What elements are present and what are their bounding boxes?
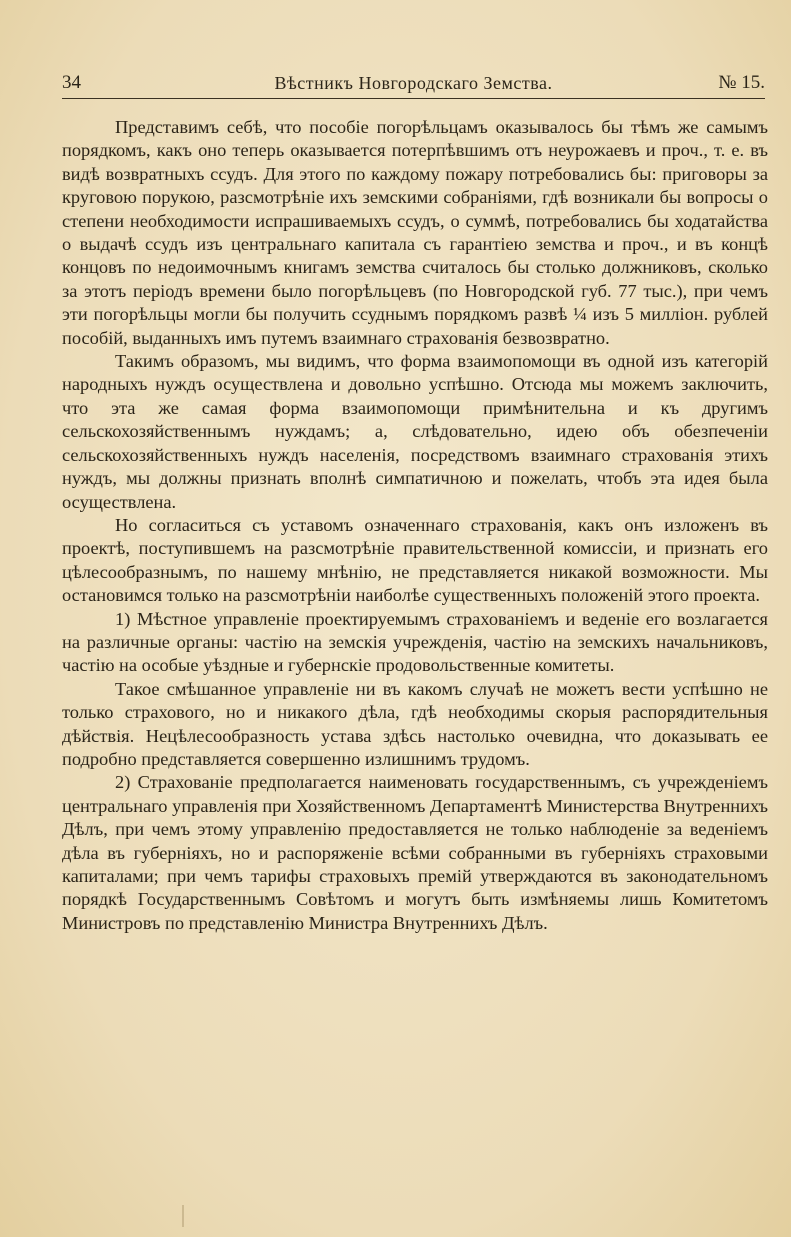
paragraph-6: 2) Страхованіе предполагается наименовать государственнымъ, съ учрежденіемъ центральнаго управленія при Хозяйственномъ Департаментѣ Министерства Внутреннихъ Дѣлъ, при чемъ этому управленію предоставляется не только наблюденіе за веденіемъ дѣла въ губерніяхъ, но и распоряженіе всѣми собранными въ губерніяхъ страховыми капиталами; при чемъ тарифы страховыхъ премій утверждаются въ законодательномъ порядкѣ Государственнымъ Совѣтомъ и могутъ быть измѣняемы лишь Комитетомъ Министровъ по представленію Министра Внутреннихъ Дѣлъ. — [62, 772, 768, 933]
issue-number: № 15. — [718, 72, 765, 93]
journal-title: Вѣстникъ Новгородскаго Земства. — [274, 73, 553, 93]
header-divider — [62, 98, 765, 99]
page-header — [62, 68, 765, 98]
paragraph-3: Но согласиться съ уставомъ означеннаго страхованія, какъ онъ изложенъ въ проектѣ, поступившемъ на разсмотрѣніе правительственной комиссіи, и признать его цѣлесообразнымъ, по нашему мнѣнію, не представляется никакой возможности. Мы остановимся только на разсмотрѣніи наиболѣе существенныхъ положеній этого проекта. — [62, 514, 768, 606]
paragraph-5: Такое смѣшанное управленіе ни въ какомъ случаѣ не можетъ вести успѣшно не только страхового, но и никакого дѣла, гдѣ необходимы скорыя распорядительныя дѣйствія. Нецѣлесообразность устава здѣсь настолько очевидна, что доказывать ее подробно представляется совершенно излишнимъ трудомъ. — [62, 678, 768, 769]
article-body — [62, 116, 768, 935]
paragraph-2: Такимъ образомъ, мы видимъ, что форма взаимопомощи въ одной изъ категорій народныхъ нуждъ осуществлена и довольно успѣшно. Отсюда мы можемъ заключить, что эта же самая форма взаимопомощи примѣнительна и къ другимъ сельскохозяйственнымъ нуждамъ; а, слѣдовательно, идею объ обезпеченіи сельскохозяйственныхъ нуждъ населенія, посредствомъ взаимнаго страхованія этихъ нуждъ, мы должны признать вполнѣ симпатичною и пожелать, чтобъ эта идея была осуществлена. — [62, 351, 768, 512]
paragraph-4: 1) Мѣстное управленіе проектируемымъ страхованіемъ и веденіе его возлагается на различные органы: частію на земскія учрежденія, частію на земскихъ начальниковъ, частію на особые уѣздные и губернскіе продовольственные комитеты. — [62, 608, 768, 676]
paragraph-1: Представимъ себѣ, что пособіе погорѣльцамъ оказывалось бы тѣмъ же самымъ порядкомъ, какъ оно теперь оказывается потерпѣвшимъ отъ неурожаевъ и проч., т. е. въ видѣ возвратныхъ ссудъ. Для этого по каждому пожару потребовались бы: приговоры за круговою порукою, разсмотрѣніе ихъ земскими собраніями, гдѣ возникали бы вопросы о степени необходимости испрашиваемыхъ ссудъ, о суммѣ, потребовались бы ходатайства о выдачѣ ссудъ изъ центральнаго капитала съ гарантіею земства и проч., и въ концѣ концовъ по недоимочнымъ книгамъ земства считалось бы столько должниковъ, сколько за этотъ періодъ времени было погорѣльцевъ (по Новгородской губ. 77 тыс.), при чемъ эти погорѣльцы могли бы получить ссуднымъ порядкомъ развѣ ¼ изъ 5 милліон. рублей пособій, выданныхъ имъ путемъ взаимнаго страхованія безвозвратно. — [62, 117, 768, 348]
page-number: 34 — [62, 72, 81, 93]
paper-mark — [182, 1205, 184, 1227]
